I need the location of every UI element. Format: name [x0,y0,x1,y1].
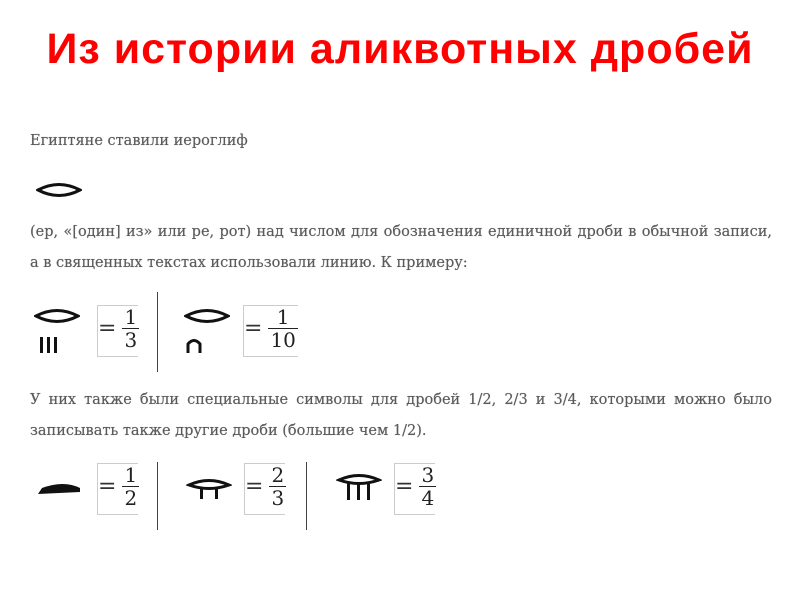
numerator: 1 [276,305,290,329]
separator-line [306,462,307,530]
explanation-text: (ер, «[один] из» или ре, рот) над числом для обозначения единичной дроби в обычной записи, а в священных текстах использовали линию. К примеру: [30,224,772,271]
denominator: 10 [270,328,296,352]
denominator: 3 [124,328,138,352]
fraction-two-thirds [245,464,286,509]
slide-title: Из истории аликвотных дробей [46,25,754,73]
numerator: 1 [124,463,138,487]
half-hieroglyph-icon [34,478,82,498]
fraction-one-tenth [244,306,298,351]
intro-text: Египтяне ставили иероглиф [30,133,248,149]
equals-sign: = [244,316,263,341]
mouth-hieroglyph-icon [36,182,82,198]
fraction-three-quarters [395,464,436,509]
mouth-hieroglyph-icon [184,308,230,324]
denominator: 4 [421,486,435,510]
denominator: 3 [271,486,285,510]
three-strokes-icon [38,336,62,354]
numerator: 3 [421,463,435,487]
three-quarters-hieroglyph-icon [336,472,382,502]
equals-sign: = [245,474,264,499]
two-thirds-hieroglyph-icon [186,477,232,501]
mouth-hieroglyph-icon [34,308,80,324]
denominator: 2 [124,486,138,510]
fraction-one-half [98,464,139,509]
equals-sign: = [395,474,414,499]
numerator: 1 [124,305,138,329]
special-symbols-text: У них также были специальные символы для дробей 1/2, 2/3 и 3/4, которыми можно было записывать также другие дроби (большие чем 1/2). [30,392,772,439]
separator-line [157,292,158,372]
fraction-one-third [98,306,139,351]
ten-arch-icon [185,336,203,354]
equals-sign: = [98,474,117,499]
numerator: 2 [271,463,285,487]
equals-sign: = [98,316,117,341]
separator-line [157,462,158,530]
